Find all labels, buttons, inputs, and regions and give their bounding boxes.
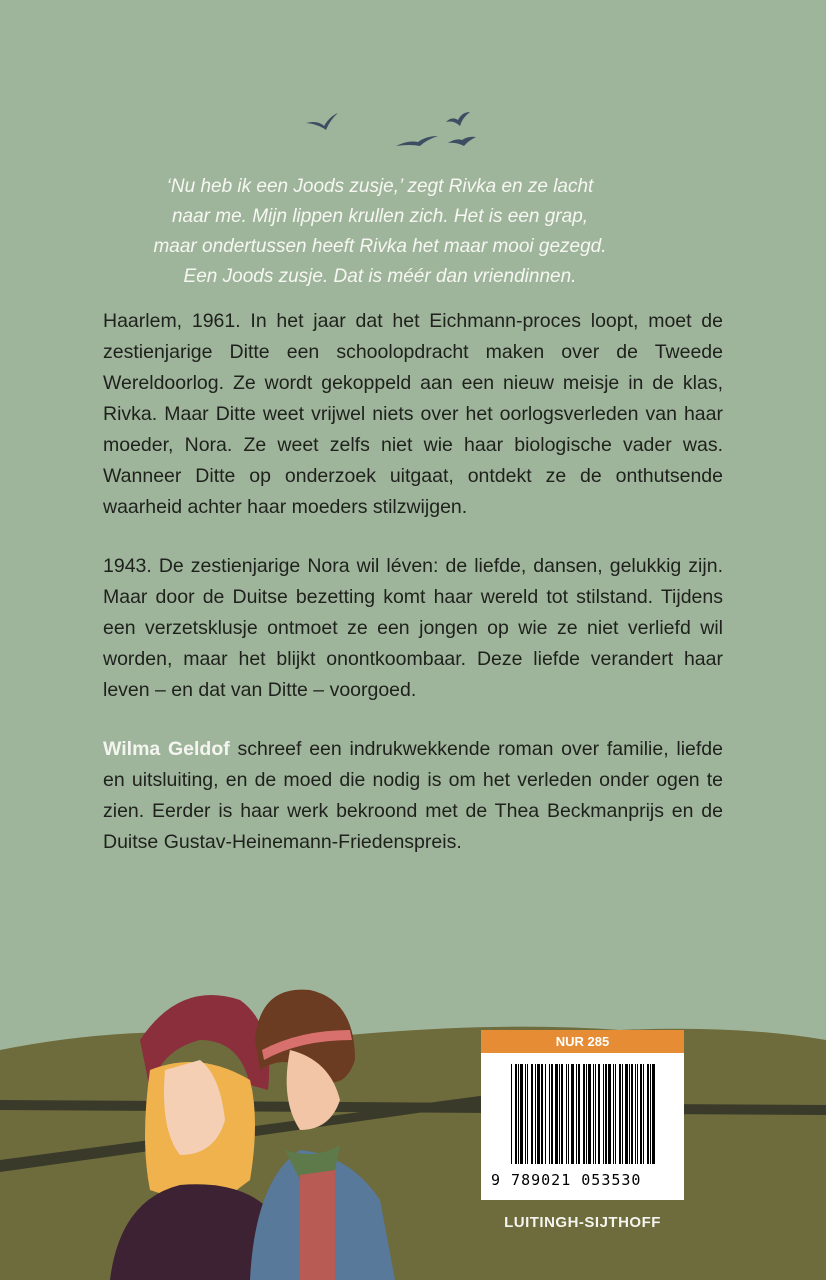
- author-paragraph: [103, 734, 723, 858]
- barcode-bar: [568, 1064, 569, 1164]
- barcode-bar: [615, 1064, 616, 1164]
- barcode-bar: [518, 1064, 519, 1164]
- barcode-bar: [583, 1064, 585, 1164]
- barcode-bar: [525, 1064, 526, 1164]
- barcode-bar: [647, 1064, 649, 1164]
- barcode-bar: [537, 1064, 540, 1164]
- barcode-bar: [545, 1064, 546, 1164]
- barcode-bar: [520, 1064, 523, 1164]
- barcode-bar: [576, 1064, 577, 1164]
- pull-quote: [90, 172, 670, 292]
- barcode-bar: [640, 1064, 642, 1164]
- barcode-bar: [559, 1064, 560, 1164]
- barcode-bar: [551, 1064, 553, 1164]
- barcode-bar: [515, 1064, 517, 1164]
- barcode-bar: [549, 1064, 550, 1164]
- author-bio: schreef een indrukwekkende roman over familie, liefde en uitsluiting, en de moed die nodig is om het verleden onder ogen te zien. Eerder is haar werk bekroond met de Thea Beckmanprijs en de Duitse Gustav-Heinemann-Friedenspreis.: [103, 738, 723, 853]
- blurb-paragraph-1943: 1943. De zestienjarige Nora wil léven: de liefde, dansen, gelukkig zijn. Maar door de Duitse bezetting komt haar wereld tot stilstand. Tijdens een verzetsklusje ontmoet ze een jongen op wie ze niet verliefd wil worden, maar het blijkt onontkoombaar. Deze liefde verandert haar leven – en dat van Ditte – voorgoed.: [103, 555, 723, 701]
- barcode-bar: [625, 1064, 628, 1164]
- barcode-bar: [608, 1064, 611, 1164]
- barcode-bar: [605, 1064, 607, 1164]
- barcode-bar: [555, 1064, 558, 1164]
- barcode-bar: [635, 1064, 636, 1164]
- barcode-bar: [531, 1064, 533, 1164]
- barcode-bar: [511, 1064, 512, 1164]
- barcode-bar: [637, 1064, 638, 1164]
- barcode-bar: [619, 1064, 621, 1164]
- publisher-logo: LUITINGH-SIJTHOFF: [504, 1214, 661, 1231]
- birds-illustration: [0, 0, 826, 160]
- barcode-bar: [629, 1064, 630, 1164]
- barcode-bar: [643, 1064, 644, 1164]
- blurb-paragraph-1961: Haarlem, 1961. In het jaar dat het Eichmann-proces loopt, moet de zestienjarige Ditte een schoolopdracht maken over de Tweede Wereldoorlog. Ze wordt gekoppeld aan een nieuw meisje in de klas, Rivka. Maar Ditte weet vrijwel niets over het oorlogsverleden van haar moeder, Nora. Ze weet zelfs niet wie haar biologische vader was. Wanneer Ditte op onderzoek uitgaat, ontdekt ze de onthutsende waarheid achter haar moeders stilzwijgen.: [103, 310, 723, 518]
- barcode-bar: [622, 1064, 623, 1164]
- barcode-bar: [631, 1064, 633, 1164]
- barcode-bar: [652, 1064, 655, 1164]
- barcode-bar: [613, 1064, 614, 1164]
- barcode-bar: [541, 1064, 543, 1164]
- blurb: [103, 306, 723, 886]
- barcode-label: [481, 1030, 684, 1200]
- quote-line: Een Joods zusje. Dat is méér dan vriendinnen.: [183, 266, 577, 287]
- barcode-bar: [571, 1064, 574, 1164]
- barcode-bar: [586, 1064, 587, 1164]
- barcode-bar: [535, 1064, 536, 1164]
- barcode-bar: [578, 1064, 580, 1164]
- barcode-bar: [598, 1064, 600, 1164]
- quote-line: maar ondertussen heeft Rivka het maar mooi gezegd.: [153, 236, 607, 257]
- barcode-bar: [527, 1064, 528, 1164]
- cover-illustration: [0, 980, 826, 1280]
- barcode-bar: [603, 1064, 604, 1164]
- barcode-bars: [511, 1064, 659, 1164]
- barcode-bar: [561, 1064, 563, 1164]
- barcode-bar: [593, 1064, 594, 1164]
- barcode-bar: [566, 1064, 567, 1164]
- isbn-number: 9 789021 053530: [491, 1171, 642, 1189]
- quote-line: ‘Nu heb ik een Joods zusje,’ zegt Rivka en ze lacht: [166, 176, 594, 197]
- barcode-bar: [588, 1064, 591, 1164]
- author-name: Wilma Geldof: [103, 738, 230, 760]
- quote-line: naar me. Mijn lippen krullen zich. Het is een grap,: [171, 206, 589, 227]
- nur-code: NUR 285: [481, 1030, 684, 1053]
- barcode-bar: [650, 1064, 651, 1164]
- barcode-bar: [595, 1064, 596, 1164]
